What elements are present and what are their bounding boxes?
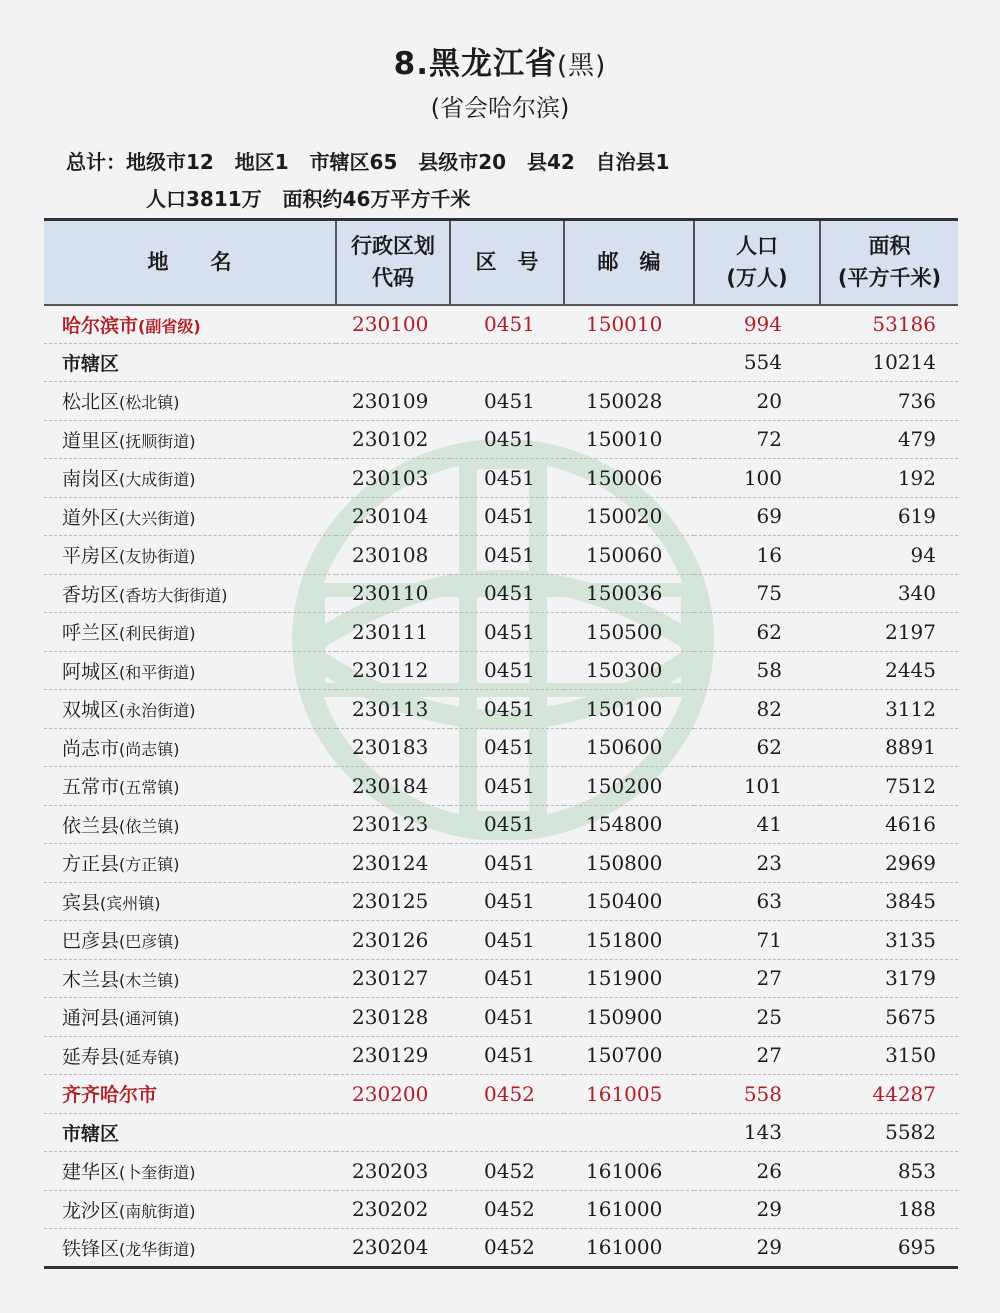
cell-name [44, 998, 336, 1037]
cell-area: 2445 [820, 651, 958, 690]
place-name: 南岗区 [62, 468, 120, 491]
cell-division-code: 230111 [336, 613, 450, 652]
cell-name [44, 882, 336, 921]
cell-area-code: 0451 [450, 959, 564, 998]
table-row [44, 1152, 958, 1191]
place-name: 哈尔滨市 [62, 314, 139, 337]
cell-area-code: 0451 [450, 420, 564, 459]
cell-area: 5675 [820, 998, 958, 1037]
cell-population: 25 [694, 998, 820, 1037]
summary-line-1: 总计：地级市12 地区1 市辖区65 县级市20 县42 自治县1 [66, 150, 670, 174]
cell-area-code: 0451 [450, 767, 564, 806]
cell-division-code: 230124 [336, 844, 450, 883]
seat-note: (龙华街道) [119, 1239, 196, 1259]
cell-population: 101 [694, 767, 820, 806]
cell-area-code: 0451 [450, 921, 564, 960]
table-row [44, 459, 958, 498]
place-name: 建华区 [62, 1161, 120, 1184]
table-row [44, 1075, 958, 1114]
seat-note: (通河镇) [119, 1009, 180, 1029]
table-header-row [44, 220, 958, 305]
cell-area: 853 [820, 1152, 958, 1191]
cell-division-code: 230183 [336, 728, 450, 767]
cell-postal-code: 161000 [564, 1190, 694, 1229]
cell-name [44, 921, 336, 960]
cell-population: 75 [694, 574, 820, 613]
seat-note: (五常镇) [119, 778, 180, 798]
cell-area: 53186 [820, 305, 958, 344]
cell-population: 26 [694, 1152, 820, 1191]
cell-name [44, 767, 336, 806]
cell-name [44, 459, 336, 498]
place-name: 双城区 [62, 699, 120, 722]
header-name: 地 名 [44, 220, 336, 305]
table-row [44, 382, 958, 421]
cell-area: 192 [820, 459, 958, 498]
table-row [44, 574, 958, 613]
place-name: 道外区 [62, 506, 120, 529]
cell-population: 82 [694, 690, 820, 729]
table-row [44, 536, 958, 575]
place-name: 方正县 [62, 853, 120, 876]
cell-population: 58 [694, 651, 820, 690]
seat-note: (南航街道) [119, 1201, 196, 1221]
cell-postal-code: 150060 [564, 536, 694, 575]
cell-population: 62 [694, 728, 820, 767]
seat-note: (宾州镇) [100, 893, 161, 913]
cell-postal-code: 150600 [564, 728, 694, 767]
cell-postal-code: 161000 [586, 1235, 663, 1260]
cell-name [44, 305, 336, 344]
cell-name [44, 651, 336, 690]
cell-postal-code: 150010 [564, 305, 694, 344]
table-row [44, 420, 958, 459]
cell-name [44, 844, 336, 883]
cell-area: 3112 [820, 690, 958, 729]
place-name: 巴彦县 [62, 930, 120, 953]
cell-population: 554 [694, 343, 820, 382]
cell-postal-code: 150006 [564, 459, 694, 498]
table-row [44, 343, 958, 382]
cell-name [44, 1113, 336, 1152]
cell-division-code: 230127 [336, 959, 450, 998]
cell-name [44, 420, 336, 459]
place-name: 道里区 [62, 429, 120, 452]
cell-area-code: 0452 [450, 1152, 564, 1191]
place-name: 依兰县 [62, 814, 120, 837]
cell-postal-code: 161005 [564, 1075, 694, 1114]
table-row [44, 1113, 958, 1152]
cell-area-code: 0451 [450, 690, 564, 729]
cell-area-code: 0451 [450, 651, 564, 690]
cell-division-code [336, 1113, 450, 1152]
seat-note: (方正镇) [119, 855, 180, 875]
cell-area: 10214 [820, 343, 958, 382]
place-name: 五常市 [62, 776, 120, 799]
cell-area: 479 [820, 420, 958, 459]
cell-area-code: 0451 [450, 882, 564, 921]
cell-area: 5582 [820, 1113, 958, 1152]
seat-note: (永治街道) [119, 701, 196, 721]
table-row [44, 844, 958, 883]
seat-note: (抚顺街道) [119, 431, 196, 451]
page-title [0, 38, 1000, 83]
cell-name [44, 382, 336, 421]
cell-area-code: 0452 [450, 1075, 564, 1114]
place-name: 香坊区 [62, 583, 120, 606]
cell-name [44, 613, 336, 652]
cell-postal-code: 151900 [564, 959, 694, 998]
place-name: 宾县 [62, 891, 101, 914]
table-row [44, 805, 958, 844]
cell-name [44, 1036, 336, 1075]
cell-division-code: 230128 [336, 998, 450, 1037]
place-name: 市辖区 [62, 352, 120, 375]
cell-division-code: 230202 [336, 1190, 450, 1229]
seat-note: (尚志镇) [119, 739, 180, 759]
seat-note: (大成街道) [119, 470, 196, 490]
cell-name [44, 574, 336, 613]
table-row [44, 1036, 958, 1075]
cell-division-code: 230108 [336, 536, 450, 575]
table-row [44, 1190, 958, 1229]
cell-division-code: 230102 [336, 420, 450, 459]
place-name: 齐齐哈尔市 [62, 1084, 158, 1107]
cell-division-code: 230110 [336, 574, 450, 613]
cell-population: 143 [694, 1113, 820, 1152]
cell-area-code: 0451 [450, 805, 564, 844]
cell-area: 695 [897, 1235, 936, 1260]
table-row [44, 651, 958, 690]
cell-population: 63 [694, 882, 820, 921]
title-text: 8.黑龙江省 [393, 46, 558, 82]
table-row [44, 690, 958, 729]
cell-population: 72 [694, 420, 820, 459]
cell-population: 27 [694, 1036, 820, 1075]
table-row [44, 613, 958, 652]
cell-area: 8891 [820, 728, 958, 767]
cell-population: 69 [694, 497, 820, 536]
cell-name [44, 536, 336, 575]
place-name: 铁锋区 [62, 1237, 120, 1260]
admin-division-table [44, 218, 958, 1269]
seat-note: (大兴街道) [119, 508, 196, 528]
cell-area: 3845 [820, 882, 958, 921]
seat-note: (利民街道) [119, 624, 196, 644]
cell-postal-code: 150900 [564, 998, 694, 1037]
cell-area: 94 [820, 536, 958, 575]
cell-postal-code: 151800 [564, 921, 694, 960]
table-row [44, 728, 958, 767]
place-name: 龙沙区 [62, 1199, 120, 1222]
place-name: 延寿县 [62, 1045, 120, 1068]
cell-postal-code [564, 1113, 694, 1152]
place-name: 呼兰区 [62, 622, 120, 645]
cell-population: 558 [694, 1075, 820, 1114]
cell-name [44, 1152, 336, 1191]
cell-postal-code: 150010 [564, 420, 694, 459]
cell-postal-code: 150500 [564, 613, 694, 652]
cell-postal-code: 150400 [564, 882, 694, 921]
header-population: 人口 (万人) [694, 220, 820, 305]
cell-population: 62 [694, 613, 820, 652]
seat-note: (依兰镇) [119, 816, 180, 836]
header-area-code: 区 号 [450, 220, 564, 305]
cell-postal-code: 150700 [564, 1036, 694, 1075]
place-name: 阿城区 [62, 660, 120, 683]
cell-division-code: 230126 [336, 921, 450, 960]
cell-population: 29 [756, 1235, 782, 1260]
cell-name [44, 343, 336, 382]
cell-area-code: 0452 [484, 1235, 535, 1260]
place-name: 尚志市 [62, 737, 120, 760]
table-row [44, 767, 958, 806]
seat-note: (延寿镇) [119, 1047, 180, 1067]
cell-population: 71 [694, 921, 820, 960]
place-name: 木兰县 [62, 968, 120, 991]
seat-note: (卜奎街道) [119, 1163, 196, 1183]
cell-postal-code: 150800 [564, 844, 694, 883]
cell-name [44, 1190, 336, 1229]
cell-area: 188 [820, 1190, 958, 1229]
cell-area-code: 0451 [450, 1036, 564, 1075]
cell-division-code: 230129 [336, 1036, 450, 1075]
cell-division-code: 230113 [336, 690, 450, 729]
table-row [44, 882, 958, 921]
cell-area-code: 0451 [450, 536, 564, 575]
cell-area-code: 0451 [450, 497, 564, 536]
cell-area-code: 0452 [450, 1190, 564, 1229]
cell-area: 2197 [820, 613, 958, 652]
cell-division-code [336, 343, 450, 382]
data-table-wrapper [44, 218, 958, 1269]
place-name: 市辖区 [62, 1122, 120, 1145]
cell-division-code: 230100 [336, 305, 450, 344]
cell-population: 29 [694, 1190, 820, 1229]
cell-area-code: 0451 [450, 574, 564, 613]
cell-area-code: 0451 [450, 382, 564, 421]
header-postal: 邮 编 [564, 220, 694, 305]
table-row [44, 1229, 958, 1268]
cell-area-code: 0451 [450, 613, 564, 652]
cell-population: 27 [694, 959, 820, 998]
cell-name [44, 690, 336, 729]
seat-note: (木兰镇) [119, 970, 180, 990]
cell-name [44, 805, 336, 844]
cell-division-code: 230103 [336, 459, 450, 498]
cell-area: 44287 [820, 1075, 958, 1114]
cell-area: 3150 [820, 1036, 958, 1075]
capital-subtitle: (省会哈尔滨) [430, 94, 570, 122]
seat-note: (香坊大街街道) [119, 585, 228, 605]
cell-postal-code [564, 343, 694, 382]
cell-name [44, 1229, 336, 1268]
seat-note: (副省级) [138, 316, 201, 336]
cell-division-code: 230109 [336, 382, 450, 421]
cell-area: 3135 [820, 921, 958, 960]
cell-population: 100 [694, 459, 820, 498]
cell-area: 340 [820, 574, 958, 613]
cell-population: 20 [694, 382, 820, 421]
cell-division-code: 230125 [336, 882, 450, 921]
cell-postal-code: 161006 [564, 1152, 694, 1191]
place-name: 平房区 [62, 545, 120, 568]
cell-area-code [450, 1113, 564, 1152]
cell-division-code: 230200 [336, 1075, 450, 1114]
cell-area: 3179 [820, 959, 958, 998]
table-row [44, 305, 958, 344]
cell-area: 619 [820, 497, 958, 536]
cell-name [44, 728, 336, 767]
table-row [44, 998, 958, 1037]
cell-division-code: 230204 [352, 1235, 429, 1260]
cell-area-code: 0451 [450, 459, 564, 498]
table-row [44, 497, 958, 536]
cell-division-code: 230112 [336, 651, 450, 690]
seat-note: (松北镇) [119, 393, 180, 413]
cell-name [44, 497, 336, 536]
cell-postal-code: 150200 [564, 767, 694, 806]
header-code: 行政区划 代码 [336, 220, 450, 305]
cell-area-code [450, 343, 564, 382]
cell-area: 2969 [820, 844, 958, 883]
table-body [44, 305, 958, 1268]
cell-postal-code: 154800 [564, 805, 694, 844]
table-row [44, 921, 958, 960]
place-name: 通河县 [62, 1007, 120, 1030]
cell-area: 4616 [820, 805, 958, 844]
cell-postal-code: 150100 [564, 690, 694, 729]
cell-area: 736 [820, 382, 958, 421]
cell-area-code: 0451 [450, 728, 564, 767]
cell-division-code: 230123 [336, 805, 450, 844]
cell-division-code: 230203 [336, 1152, 450, 1191]
cell-population: 41 [694, 805, 820, 844]
cell-postal-code: 150036 [564, 574, 694, 613]
cell-population: 994 [694, 305, 820, 344]
summary-line-2: 人口3811万 面积约46万平方千米 [146, 187, 471, 211]
title-abbr: (黑) [557, 51, 607, 81]
place-name: 松北区 [62, 391, 120, 414]
cell-name [44, 959, 336, 998]
cell-postal-code: 150300 [564, 651, 694, 690]
cell-area-code: 0451 [450, 998, 564, 1037]
seat-note: (和平街道) [119, 662, 196, 682]
cell-area-code: 0451 [450, 305, 564, 344]
cell-division-code: 230184 [336, 767, 450, 806]
header-area: 面积 (平方千米) [820, 220, 958, 305]
cell-area: 7512 [820, 767, 958, 806]
cell-postal-code: 150028 [564, 382, 694, 421]
table-row [44, 959, 958, 998]
seat-note: (友协街道) [119, 547, 196, 567]
cell-population: 16 [694, 536, 820, 575]
cell-division-code: 230104 [336, 497, 450, 536]
cell-postal-code: 150020 [564, 497, 694, 536]
cell-area-code: 0451 [450, 844, 564, 883]
cell-name [44, 1075, 336, 1114]
seat-note: (巴彦镇) [119, 932, 180, 952]
cell-population: 23 [694, 844, 820, 883]
